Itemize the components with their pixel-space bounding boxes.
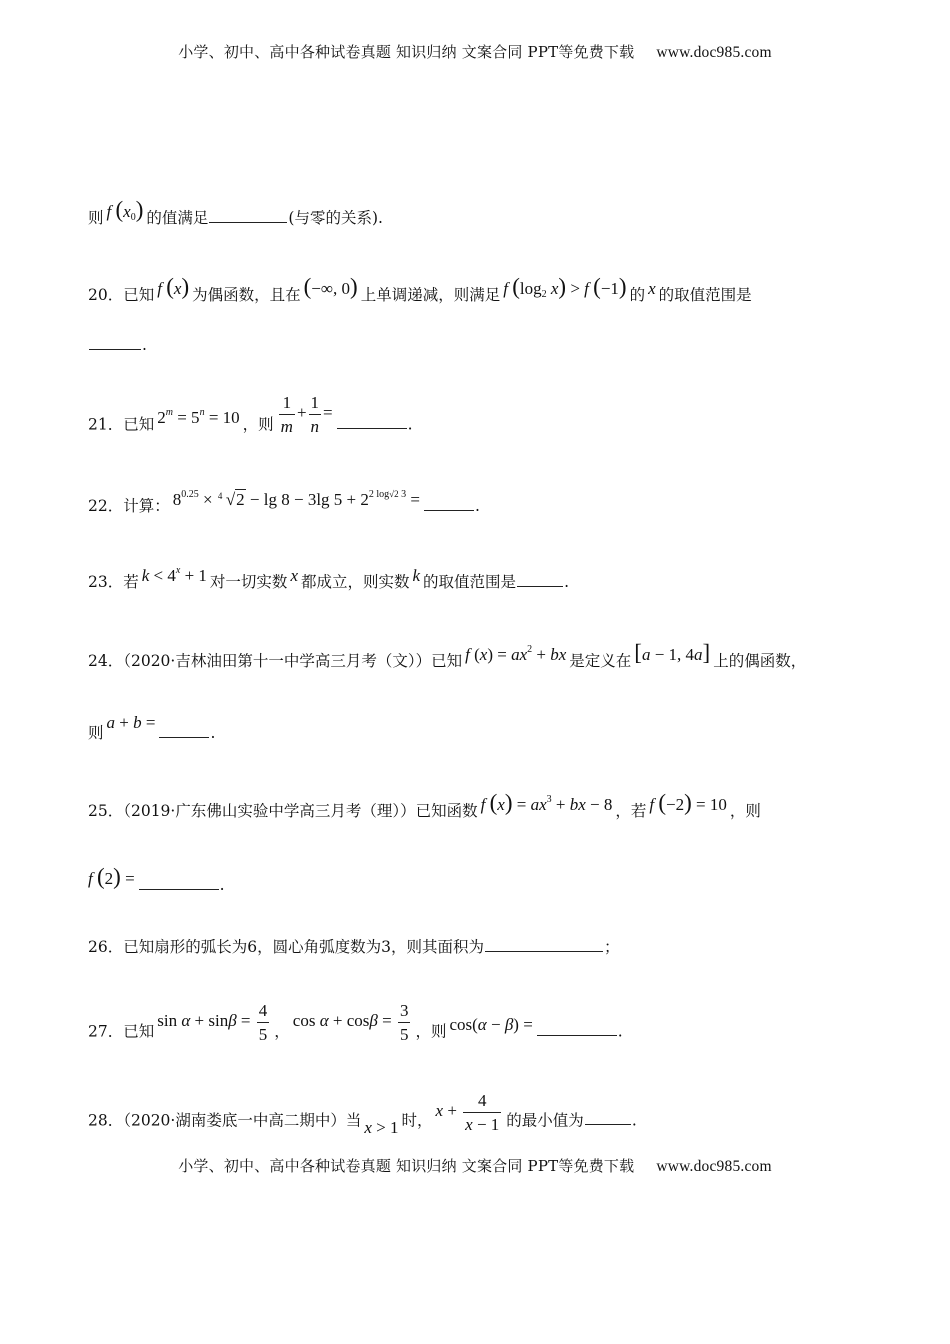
question-21: 21．已知 $2^m = 5^n = 10$ ，则 $\frac{1}{m}$ + $\frac{1}{n}$ =. <box>88 393 413 436</box>
question-24-line2: 则a + b =. <box>88 713 216 742</box>
math-fx-def: f $(x) = ax^2$ + bx <box>465 644 567 664</box>
answer-blank <box>485 936 603 952</box>
math-x-plus-frac: x + $\frac{4}{x - 1}$ <box>435 1091 500 1134</box>
question-20: 20．已知 f (x) 为偶函数，且在 (−∞, 0) 上单调递减，则满足 f ($\log_2$ x) > f (−1) 的 x 的取值范围是 <box>88 274 752 304</box>
question-25-line2: f (2) = . <box>88 864 225 894</box>
math-x-gt-1: x > 1 <box>364 1118 399 1138</box>
math-x: x <box>648 279 656 298</box>
page-footer <box>0 1155 950 1177</box>
math-reciprocal-sum: $\frac{1}{m}$ + $\frac{1}{n}$ = <box>280 393 333 436</box>
math-cos-diff: cos(α − β) = <box>449 1015 533 1035</box>
math-sin-sum: sin α + sinβ = $\frac{4}{5}$ <box>157 1001 268 1044</box>
question-28: 28．（2020·湖南娄底一中高二期中）当 x > 1 时， x + $\frac{4}{x - 1}$ 的最小值为 . <box>88 1091 637 1138</box>
answer-blank <box>424 495 474 511</box>
math-cubic: f $(x) = ax^3$ + bx − 8 <box>480 790 613 815</box>
page-header <box>0 41 950 63</box>
answer-blank <box>337 413 407 429</box>
answer-blank <box>139 874 219 890</box>
math-f-minus-2: f (−2) = 10 <box>649 790 727 815</box>
footer-url: www.doc985.com <box>656 1158 772 1175</box>
math-a-plus-b: a + b = <box>106 713 156 732</box>
math-expression: $8^{0.25}$ × 4 √2 − lg 8 − 3lg $5 + 2^{2 log√2 3}$ = <box>172 489 420 509</box>
answer-blank <box>517 571 563 587</box>
math-k: k <box>412 566 421 585</box>
question-26: 26．已知扇形的弧长为6，圆心角弧度数为3，则其面积为 ； <box>88 938 620 956</box>
math-k-ineq: $k < 4^x + 1$ <box>141 565 207 585</box>
math-powers: $2^m = 5^n = 10$ <box>157 407 240 428</box>
question-20-blank: . <box>88 334 147 356</box>
question-25: 25．（2019·广东佛山实验中学高三月考（理））已知函数 f $(x) = ax^3$ + bx − 8 ，若 f (−2) = 10 ，则 <box>88 790 761 820</box>
math-f-x0: f $(x_0)$ <box>106 197 144 223</box>
answer-blank <box>89 334 141 350</box>
question-27: 27．已知sin α + sinβ = $\frac{4}{5}$ ，cos α + cosβ = $\frac{3}{5}$ ，则 cos(α − β) = . <box>88 1001 623 1044</box>
math-f-2: f (2) = <box>88 864 135 889</box>
footer-text: 小学、初中、高中各种试卷真题 知识归纳 文案合同 PPT等免费下载 <box>178 1157 635 1175</box>
math-inequality: f ($\log_2$ x) > f (−1) <box>503 274 627 300</box>
question-22: 22．计算： $8^{0.25}$ × 4 √2 − lg 8 − 3lg $5 + 2^{2 log√2 3}$ = . <box>88 489 480 515</box>
math-cos-sum: cos α + cosβ = $\frac{3}{5}$ <box>292 1001 409 1044</box>
question-24: 24．（2020·吉林油田第十一中学高三月考（文））已知 f $(x) = ax^2$ + bx 是定义在 [a − 1, 4a] 上的偶函数， <box>88 640 807 670</box>
header-text: 小学、初中、高中各种试卷真题 知识归纳 文案合同 PPT等免费下载 <box>178 43 635 61</box>
answer-blank <box>209 207 287 223</box>
math-domain: [a − 1, 4a] <box>634 640 711 665</box>
answer-blank <box>537 1020 617 1036</box>
header-url: www.doc985.com <box>656 44 772 61</box>
math-x: x <box>290 566 298 585</box>
question-19-tail: 则 f $(x_0)$ 的值满足 (与零的关系). <box>88 197 383 227</box>
math-interval: (−∞, 0) <box>303 274 358 299</box>
answer-blank <box>585 1109 631 1125</box>
math-f-x: f (x) <box>157 274 190 299</box>
answer-blank <box>159 722 209 738</box>
question-23: 23．若 $k < 4^x + 1$ 对一切实数 x 都成立，则实数 k 的取值范围是 . <box>88 565 569 591</box>
